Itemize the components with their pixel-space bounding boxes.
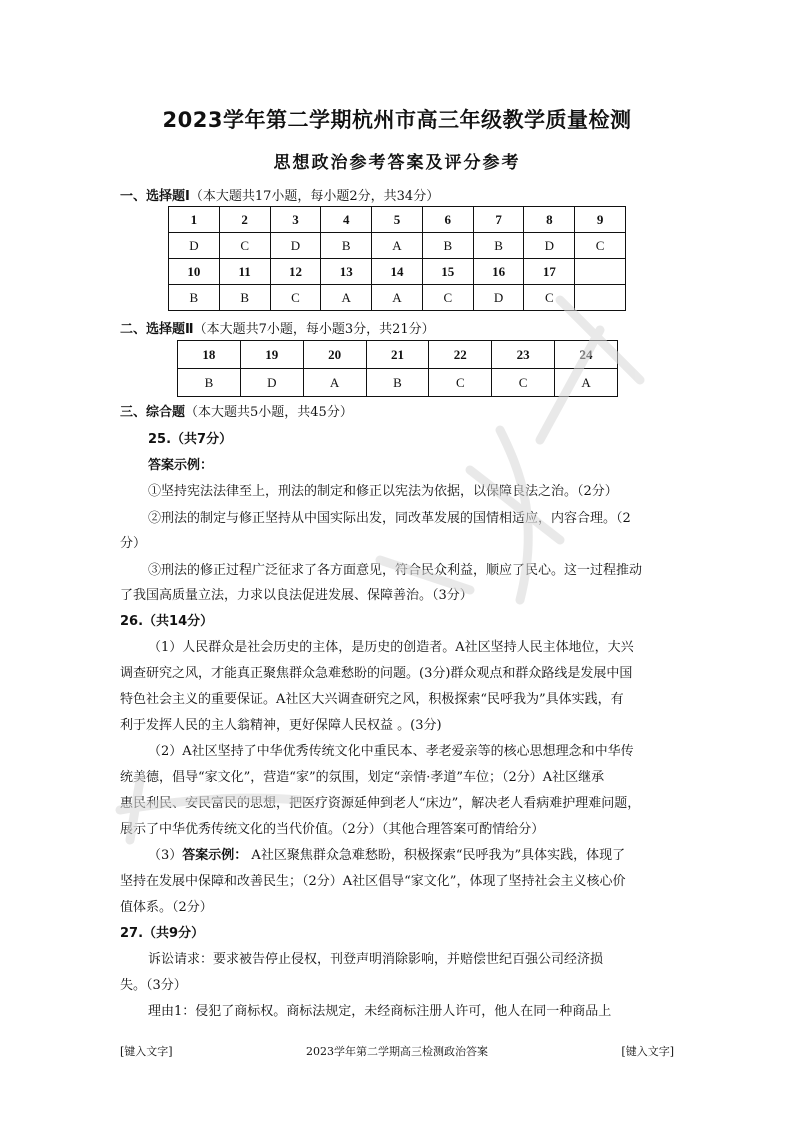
q26-line-8: 展示了中华优秀传统文化的当代价值。（2分）（其他合理答案可酌情给分） — [120, 822, 545, 837]
section1-question-number: 6 — [422, 207, 473, 233]
section1-answer: C — [270, 285, 321, 311]
section2-answer: B — [178, 369, 241, 397]
section1-note: （本大题共17小题，每小题2分，共34分） — [189, 189, 440, 204]
section2-answer: A — [555, 369, 618, 397]
document-subtitle: 思想政治参考答案及评分参考 — [273, 153, 521, 173]
section3-note: （本大题共5小题，共45分） — [185, 405, 353, 420]
section2-label: 二、选择题Ⅱ — [120, 322, 194, 337]
section1-label: 一、选择题Ⅰ — [120, 189, 190, 204]
q25-line-4: ③刑法的修正过程广泛征求了各方面意见，符合民众利益，顺应了民心。这一过程推动 — [148, 563, 643, 578]
section1-row — [169, 285, 626, 311]
q26-part3-text: A社区聚焦群众急难愁盼，积极探索“民呼我为”具体实践，体现了 — [247, 848, 626, 863]
section1-answer: B — [321, 233, 372, 259]
section1-answer-table — [168, 206, 626, 311]
section1-answer: D — [524, 233, 575, 259]
section2-question-number: 22 — [429, 341, 492, 369]
section3-heading — [120, 401, 353, 420]
section2-answer: D — [240, 369, 303, 397]
section1-question-number: 3 — [270, 207, 321, 233]
q25-line-3: 分） — [120, 536, 147, 551]
section2-row — [178, 369, 618, 397]
q26-heading — [120, 610, 213, 629]
q26-line-2: 调查研究之风，才能真正聚焦群众急难愁盼的问题。(3分)群众观点和群众路线是发展中国 — [120, 666, 633, 681]
section1-question-number: 16 — [473, 259, 524, 285]
q26-line-6: 统美德，倡导“家文化”，营造“家”的氛围，划定“亲情·孝道”车位；（2分）A社区继承 — [120, 770, 605, 785]
q26-line-11: 值体系。（2分） — [120, 900, 213, 915]
section1-answer: C — [219, 233, 270, 259]
section1-answer: D — [270, 233, 321, 259]
section2-question-number: 24 — [555, 341, 618, 369]
section1-answer: C — [575, 233, 626, 259]
section1-row — [169, 233, 626, 259]
q25-sample-text: 答案示例： — [148, 458, 214, 473]
q26-line-3: 特色社会主义的重要保证。A社区大兴调查研究之风，积极探索“民呼我为”具体实践，有 — [120, 692, 624, 707]
section1-answer: C — [422, 285, 473, 311]
section1-question-number — [575, 259, 626, 285]
section1-question-number: 17 — [524, 259, 575, 285]
q26-line-5: （2）A社区坚持了中华优秀传统文化中重民本、孝老爱亲等的核心思想理念和中华传 — [148, 744, 634, 759]
section2-answer: B — [366, 369, 429, 397]
section2-note: （本大题共7小题，每小题3分，共21分） — [193, 322, 435, 337]
footer-left: [键入文字] — [120, 1045, 173, 1058]
section2-answer: C — [492, 369, 555, 397]
q26-line-1: （1）人民群众是社会历史的主体，是历史的创造者。A社区坚持人民主体地位，大兴 — [148, 640, 634, 655]
section1-answer: B — [473, 233, 524, 259]
section1-answer: B — [169, 285, 220, 311]
q27-head-text: 27.（共9分） — [120, 926, 205, 941]
section1-answer — [575, 285, 626, 311]
q25-heading — [148, 428, 232, 447]
section1-question-number: 9 — [575, 207, 626, 233]
section1-row — [169, 259, 626, 285]
footer-center: 2023学年第二学期高三检测政治答案 — [306, 1045, 488, 1058]
section1-question-number: 15 — [422, 259, 473, 285]
section2-question-number: 21 — [366, 341, 429, 369]
section1-answer: A — [372, 233, 423, 259]
section1-row — [169, 207, 626, 233]
q26-line-4: 利于发挥人民的主人翁精神，更好保障人民权益 。(3分) — [120, 718, 442, 733]
section1-answer: B — [219, 285, 270, 311]
q26-part3-number: （3） — [148, 848, 183, 863]
section1-question-number: 12 — [270, 259, 321, 285]
section2-row — [178, 341, 618, 369]
q27-line-3: 理由1：侵犯了商标权。商标法规定，未经商标注册人许可，他人在同一种商品上 — [148, 1004, 612, 1019]
section1-question-number: 4 — [321, 207, 372, 233]
q25-head-text: 25.（共7分） — [148, 432, 233, 447]
section1-answer: C — [524, 285, 575, 311]
q27-line-1: 诉讼请求：要求被告停止侵权，刊登声明消除影响，并赔偿世纪百强公司经济损 — [148, 952, 604, 967]
section1-answer: D — [473, 285, 524, 311]
section1-question-number: 1 — [169, 207, 220, 233]
section1-question-number: 7 — [473, 207, 524, 233]
section1-question-number: 13 — [321, 259, 372, 285]
section1-question-number: 2 — [219, 207, 270, 233]
section1-answer: D — [169, 233, 220, 259]
section1-question-number: 8 — [524, 207, 575, 233]
q26-line-7: 惠民利民、安民富民的思想，把医疗资源延伸到老人“床边”，解决老人看病难护理难问题， — [120, 796, 641, 811]
section1-question-number: 11 — [219, 259, 270, 285]
section2-answer: A — [303, 369, 366, 397]
section1-answer: A — [321, 285, 372, 311]
section1-question-number: 14 — [372, 259, 423, 285]
section2-question-number: 20 — [303, 341, 366, 369]
q27-line-2: 失。（3分） — [120, 978, 187, 993]
section2-question-number: 19 — [240, 341, 303, 369]
section1-answer: A — [372, 285, 423, 311]
section2-heading — [120, 318, 435, 337]
q25-sample-label — [148, 454, 213, 473]
q26-sample-label: 答案示例： — [182, 848, 248, 863]
section2-question-number: 23 — [492, 341, 555, 369]
section2-question-number: 18 — [178, 341, 241, 369]
q26-line-10: 坚持在发展中保障和改善民生；（2分）A社区倡导“家文化”，体现了坚持社会主义核心价 — [120, 874, 626, 889]
section1-question-number: 10 — [169, 259, 220, 285]
q25-line-5: 了我国高质量立法，力求以良法促进发展、保障善治。（3分） — [120, 588, 473, 603]
q27-heading — [120, 922, 204, 941]
section2-answer-table — [177, 340, 618, 397]
footer-right: [键入文字] — [621, 1045, 674, 1058]
section3-label: 三、综合题 — [120, 405, 186, 420]
section1-heading — [120, 185, 439, 204]
q26-line-9 — [148, 844, 625, 863]
section2-answer: C — [429, 369, 492, 397]
q25-line-1: ①坚持宪法法律至上，刑法的制定和修正以宪法为依据，以保障良法之治。（2分） — [148, 484, 618, 499]
section1-question-number: 5 — [372, 207, 423, 233]
section1-answer: B — [422, 233, 473, 259]
q26-head-text: 26.（共14分） — [120, 614, 214, 629]
q25-line-2: ②刑法的制定与修正坚持从中国实际出发，同改革发展的国情相适应，内容合理。（2 — [148, 511, 631, 526]
document-title: 2023学年第二学期杭州市高三年级教学质量检测 — [162, 108, 632, 132]
